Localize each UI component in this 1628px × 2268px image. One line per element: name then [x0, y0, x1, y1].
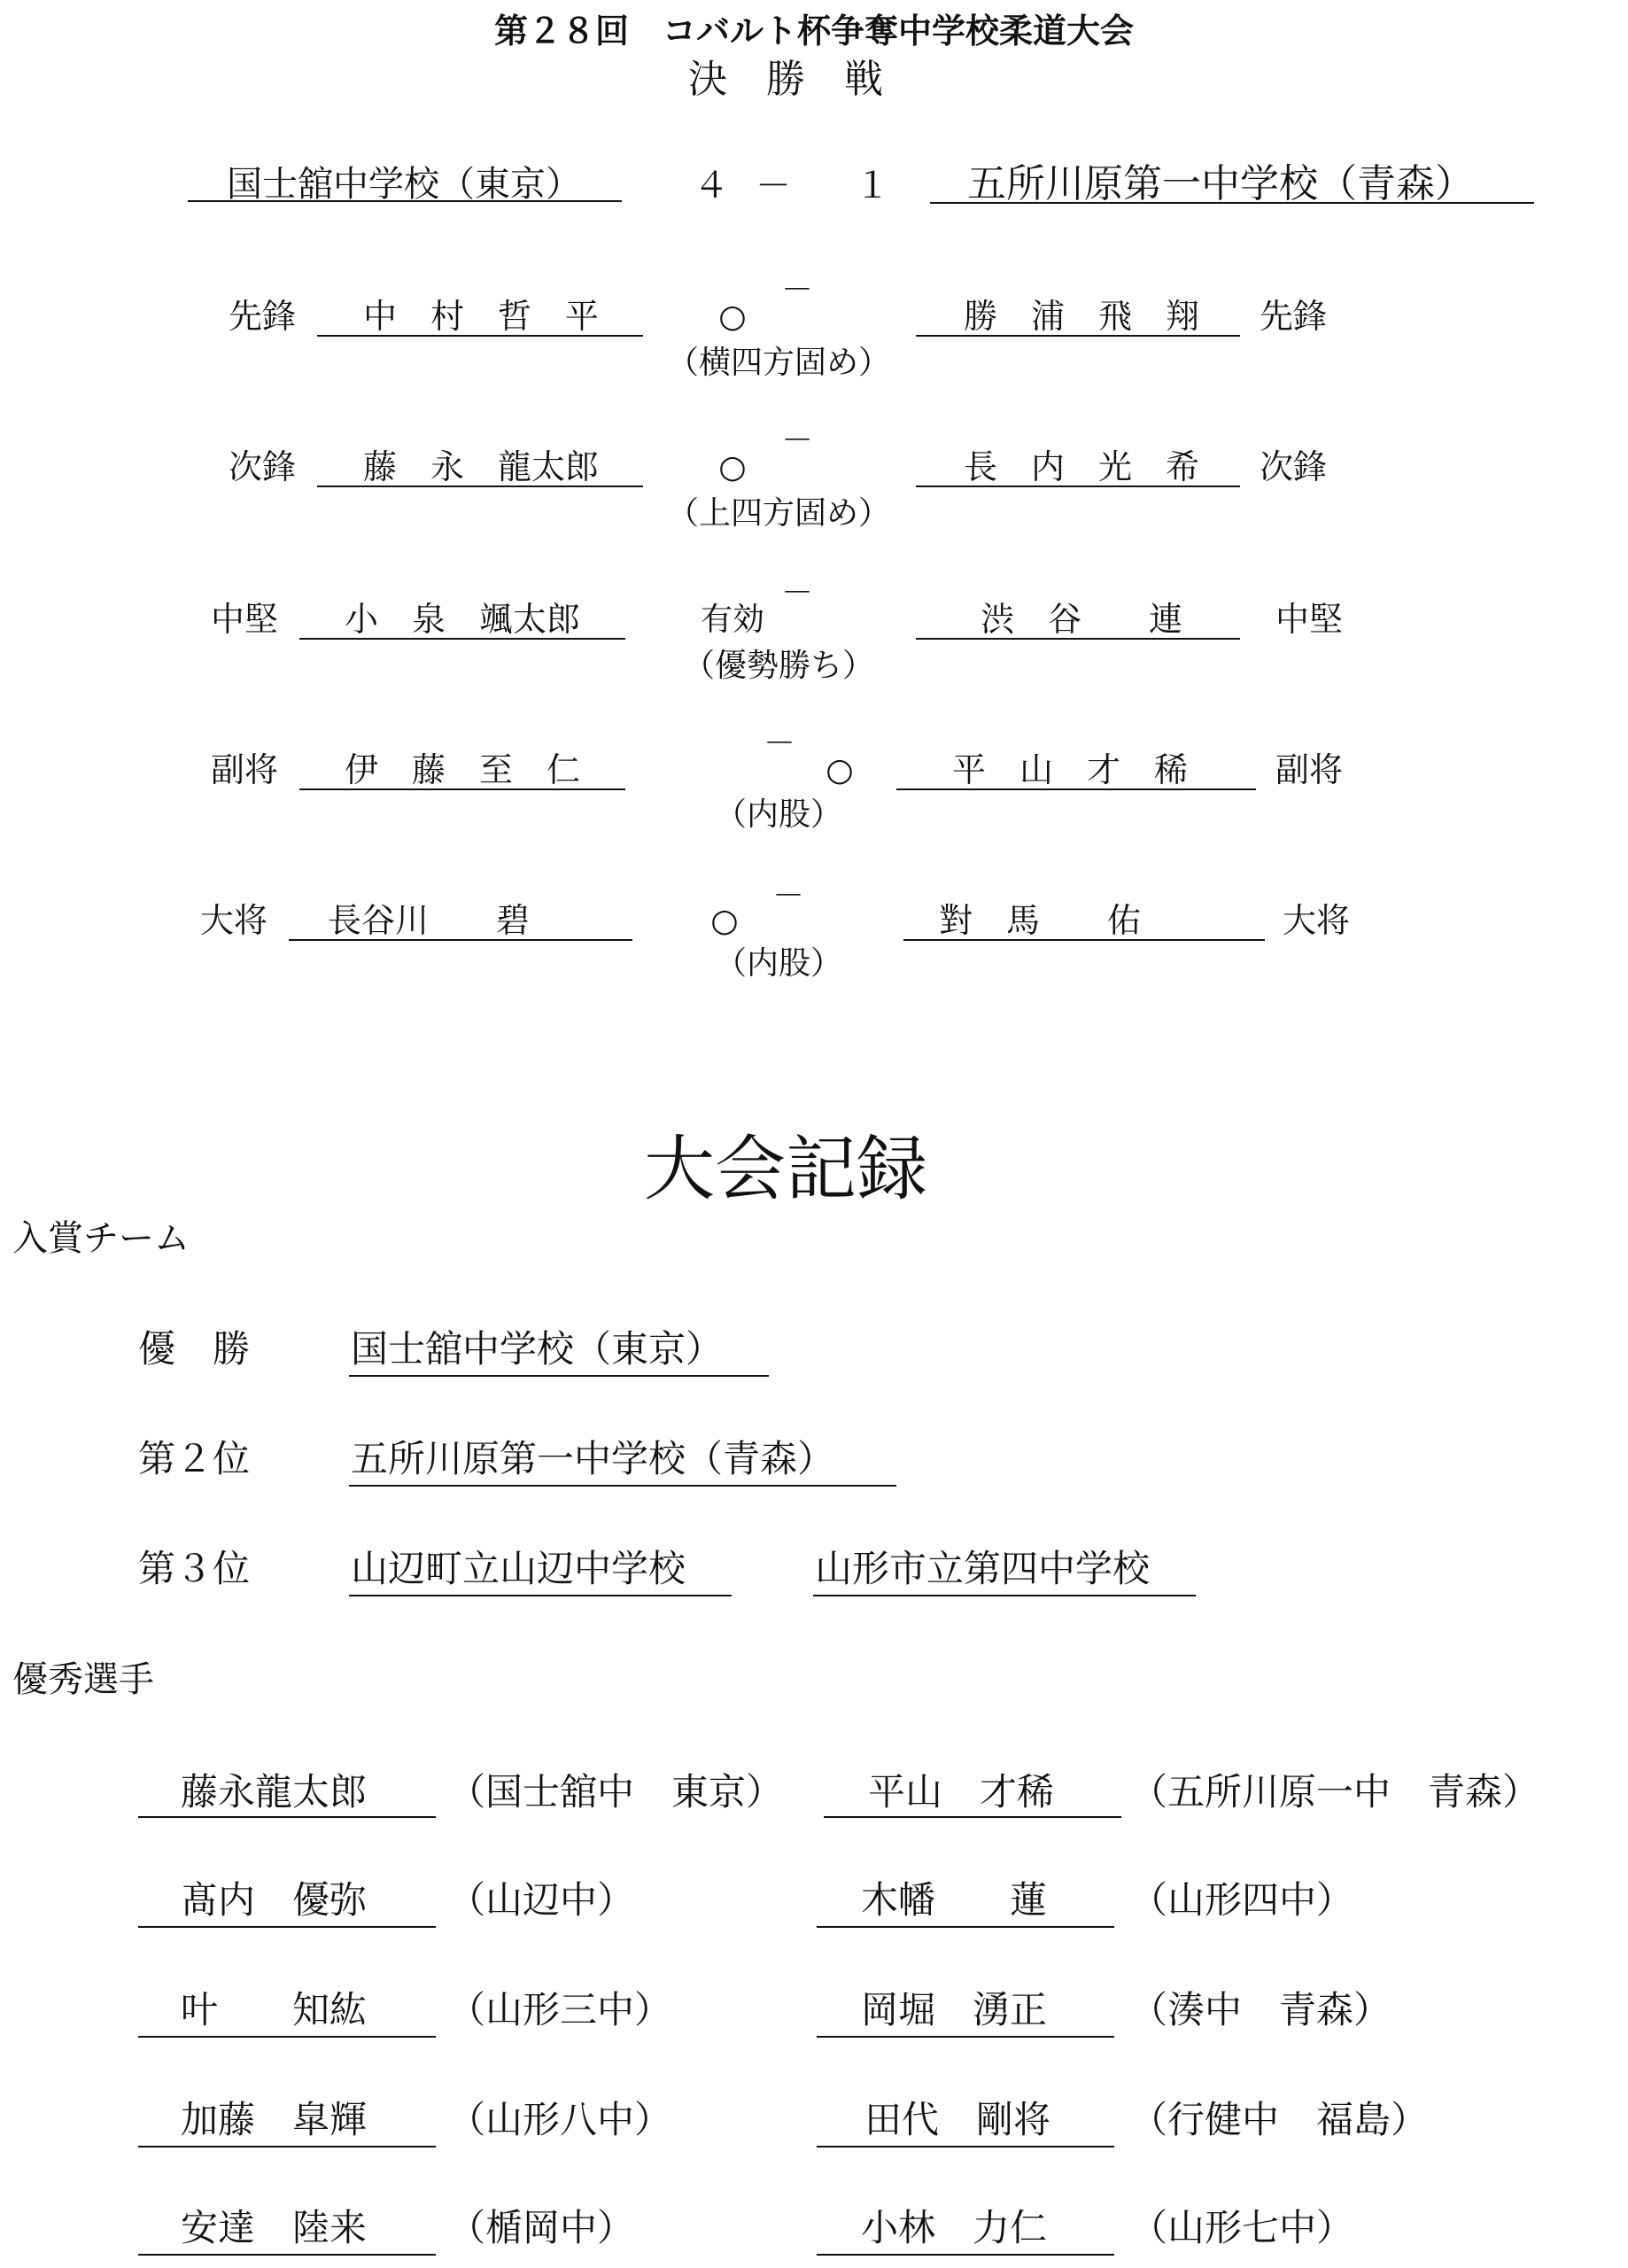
player-school: （行健中 福島） [1130, 2098, 1429, 2141]
player-name-underline [138, 2036, 436, 2038]
position-left-label: 副将 [211, 750, 279, 789]
tournament-title: 第２８回 コバルト杯争奪中学校柔道大会 [493, 12, 1135, 50]
player-name: 藤永龍太郎 [181, 1770, 368, 1814]
player-name-underline [138, 1816, 436, 1818]
position-left-label: 大将 [200, 901, 268, 940]
player-left-underline [317, 485, 643, 487]
player-school: （楯岡中） [448, 2206, 635, 2249]
player-right-name: 平 山 才 稀 [951, 750, 1189, 789]
player-school: （湊中 青森） [1130, 1988, 1392, 2031]
player-right-name: 勝 浦 飛 翔 [963, 297, 1200, 336]
player-right-underline [916, 485, 1240, 487]
player-name-underline [817, 2146, 1114, 2148]
score-dash: － [756, 166, 791, 206]
result-right: － [771, 878, 805, 914]
result-right: － [780, 575, 814, 611]
final-team-left-underline [188, 200, 622, 202]
result-right: ○ [826, 752, 854, 788]
player-name-underline [817, 1926, 1114, 1928]
player-school: （山形七中） [1130, 2206, 1354, 2249]
winner-team: 山形市立第四中学校 [815, 1547, 1151, 1590]
player-right-name: 對 馬 佑 [939, 901, 1142, 940]
player-left-name: 長谷川 碧 [328, 901, 531, 940]
result-right: － [780, 423, 814, 459]
result-right: － [780, 272, 814, 308]
technique-label: （上四方固め） [666, 495, 891, 532]
position-right-label: 中堅 [1275, 600, 1344, 639]
final-team-left: 国士舘中学校（東京） [227, 164, 581, 205]
player-school: （山辺中） [448, 1878, 635, 1922]
technique-label: （横四方固め） [666, 345, 891, 381]
result-left: ○ [718, 299, 747, 335]
player-school: （五所川原一中 青森） [1130, 1770, 1540, 1814]
player-right-underline [916, 638, 1240, 640]
records-heading: 大会記録 [644, 1128, 927, 1210]
outstanding-section-label: 優秀選手 [12, 1659, 154, 1700]
technique-label: （優勢勝ち） [682, 648, 875, 684]
winner-team-underline [349, 1485, 896, 1487]
player-left-name: 伊 藤 至 仁 [344, 750, 581, 789]
player-right-name: 長 内 光 希 [963, 447, 1200, 486]
winner-team-underline [813, 1595, 1196, 1596]
score-right: １ [855, 166, 890, 206]
player-name: 髙内 優弥 [181, 1878, 368, 1922]
player-name-underline [138, 2146, 436, 2148]
player-name: 木幡 蓮 [861, 1878, 1048, 1922]
final-team-right: 五所川原第一中学校（青森） [967, 161, 1474, 206]
player-left-name: 小 泉 颯太郎 [344, 600, 581, 639]
player-name-underline [817, 2254, 1114, 2256]
score-left: ４ [694, 166, 729, 206]
player-name-underline [824, 1816, 1121, 1818]
result-left: ○ [710, 903, 739, 939]
player-name: 叶 知紘 [181, 1988, 368, 2031]
position-right-label: 副将 [1275, 750, 1344, 789]
rank-label: 優 勝 [138, 1327, 251, 1371]
final-team-right-underline [930, 202, 1534, 204]
position-right-label: 次鋒 [1260, 447, 1328, 486]
player-left-underline [289, 939, 632, 941]
winner-team-underline [349, 1595, 732, 1596]
rank-label: 第３位 [138, 1547, 251, 1590]
player-school: （山形四中） [1130, 1878, 1354, 1922]
result-left: － [763, 726, 796, 762]
player-school: （国士舘中 東京） [448, 1770, 784, 1814]
result-left: ○ [718, 449, 747, 485]
player-name: 田代 剛将 [864, 2098, 1051, 2141]
winners-section-label: 入賞チーム [12, 1218, 190, 1259]
player-name: 平山 才稀 [868, 1770, 1055, 1814]
player-name-underline [817, 2036, 1114, 2038]
result-left: 有効 [700, 602, 765, 638]
position-left-label: 中堅 [211, 600, 279, 639]
winner-team: 国士舘中学校（東京） [351, 1327, 724, 1371]
winner-team: 山辺町立山辺中学校 [351, 1547, 686, 1590]
winner-team: 五所川原第一中学校（青森） [351, 1437, 835, 1480]
player-school: （山形八中） [448, 2098, 672, 2141]
player-left-underline [317, 335, 643, 337]
position-left-label: 次鋒 [229, 447, 297, 486]
final-match-heading: 決 勝 戦 [688, 57, 883, 102]
player-left-underline [299, 638, 625, 640]
player-school: （山形三中） [448, 1988, 672, 2031]
player-left-name: 中 村 哲 平 [362, 297, 600, 336]
player-right-underline [896, 788, 1256, 790]
player-right-name: 渋 谷 連 [980, 600, 1183, 639]
player-name: 安達 陸来 [181, 2206, 368, 2249]
player-name-underline [138, 1926, 436, 1928]
rank-label: 第２位 [138, 1437, 251, 1480]
player-right-underline [916, 335, 1240, 337]
technique-label: （内股） [714, 945, 843, 982]
position-right-label: 先鋒 [1260, 297, 1328, 336]
player-name: 加藤 皐輝 [181, 2098, 368, 2141]
winner-team-underline [349, 1375, 769, 1377]
player-name-underline [138, 2254, 436, 2256]
position-left-label: 先鋒 [229, 297, 297, 336]
player-left-name: 藤 永 龍太郎 [362, 447, 600, 486]
player-name: 岡堀 湧正 [861, 1988, 1048, 2031]
position-right-label: 大将 [1283, 901, 1351, 940]
player-name: 小林 力仁 [861, 2206, 1048, 2249]
player-left-underline [299, 788, 625, 790]
player-right-underline [903, 939, 1265, 941]
technique-label: （内股） [714, 796, 843, 833]
